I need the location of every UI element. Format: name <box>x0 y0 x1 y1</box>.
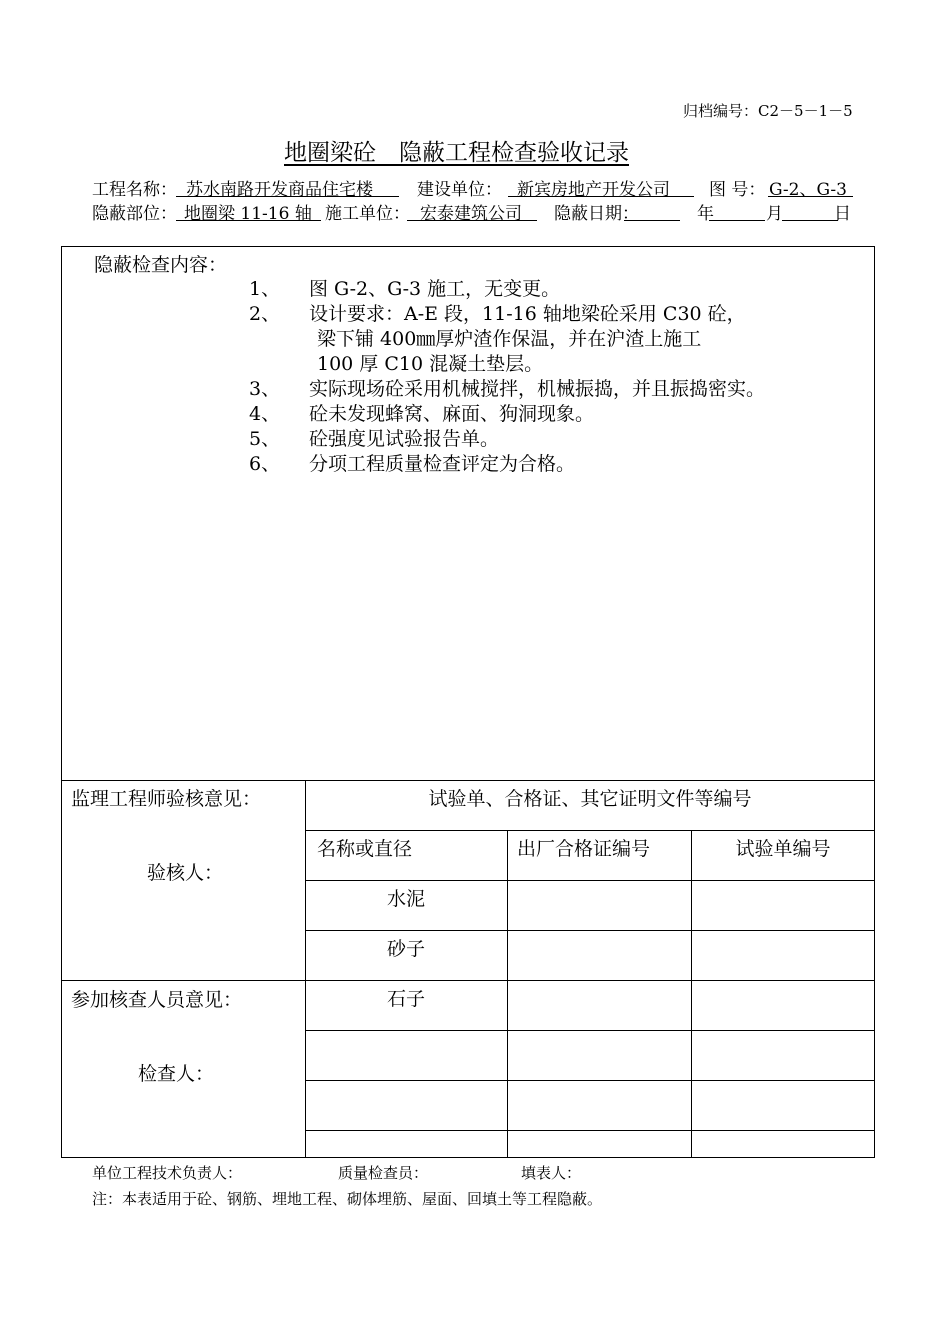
month-label: 月 <box>766 204 783 224</box>
item-text: 砼未发现蜂窝、麻面、狗洞现象。 <box>309 403 595 425</box>
day-label: 日 <box>834 204 851 224</box>
filler-label: 填表人： <box>521 1164 582 1182</box>
divider <box>507 830 508 1158</box>
project-label: 工程名称： <box>92 180 177 200</box>
contractor-underline <box>407 220 537 221</box>
supervisor-label: 监理工程师验核意见： <box>71 788 262 810</box>
divider <box>305 1130 875 1131</box>
owner-underline <box>508 196 694 197</box>
supervisor-signer: 验核人： <box>147 862 224 884</box>
divider <box>305 830 875 831</box>
divider <box>305 1080 875 1081</box>
divider <box>305 780 306 1158</box>
table-row-name: 水泥 <box>386 888 425 910</box>
year-underline <box>709 220 765 221</box>
page-title: 地圈梁砼 隐蔽工程检查验收记录 <box>284 140 629 166</box>
item-text: 砼强度见试验报告单。 <box>309 428 500 450</box>
divider <box>61 980 875 981</box>
column-header-cert: 出厂合格证编号 <box>517 838 651 860</box>
divider <box>305 880 875 881</box>
item-text: 梁下铺 400㎜厚炉渣作保温，并在沪渣上施工 <box>317 328 702 350</box>
divider <box>305 1030 875 1031</box>
project-value: 苏水南路开发商品住宅楼 <box>186 180 373 200</box>
owner-value: 新宾房地产开发公司 <box>517 180 670 200</box>
item-num: 1、 <box>249 278 281 300</box>
month-underline <box>782 220 838 221</box>
divider <box>305 930 875 931</box>
part-underline <box>176 220 321 221</box>
docs-table-title: 试验单、合格证、其它证明文件等编号 <box>428 788 752 810</box>
content-label: 隐蔽检查内容： <box>94 254 228 276</box>
date-underline <box>624 220 680 221</box>
item-text: 设计要求：A-E 段，11-16 轴地梁砼采用 C30 砼， <box>309 303 746 325</box>
year-label: 年 <box>697 204 714 224</box>
drawing-underline <box>768 196 853 197</box>
archive-number: 归档编号：C2－5－1－5 <box>683 102 853 120</box>
participants-label: 参加核查人员意见： <box>71 989 243 1011</box>
tech-lead-label: 单位工程技术负责人： <box>92 1164 243 1182</box>
item-text: 分项工程质量检查评定为合格。 <box>309 453 576 475</box>
table-row-name: 石子 <box>386 988 425 1010</box>
item-text: 图 G-2、G-3 施工，无变更。 <box>309 278 561 300</box>
item-num: 3、 <box>249 378 281 400</box>
owner-label: 建设单位： <box>417 180 502 200</box>
divider <box>61 780 875 781</box>
part-label: 隐蔽部位： <box>92 204 177 224</box>
item-text: 100 厚 C10 混凝土垫层。 <box>317 353 544 375</box>
column-header-test: 试验单编号 <box>735 838 831 860</box>
part-value: 地圈梁 11-16 轴 <box>184 204 312 224</box>
drawing-value: G-2、G-3 <box>769 180 847 200</box>
item-text: 实际现场砼采用机械搅拌，机械振捣，并且振捣密实。 <box>309 378 766 400</box>
date-label: 隐蔽日期： <box>554 204 639 224</box>
item-num: 5、 <box>249 428 281 450</box>
item-num: 4、 <box>249 403 281 425</box>
qc-label: 质量检查员： <box>338 1164 429 1182</box>
footnote: 注：本表适用于砼、钢筋、埋地工程、砌体埋筋、屋面、回填土等工程隐蔽。 <box>92 1190 603 1208</box>
participants-signer: 检查人： <box>138 1063 215 1085</box>
contractor-value: 宏泰建筑公司 <box>420 204 522 224</box>
item-num: 6、 <box>249 453 281 475</box>
table-row-name: 砂子 <box>386 938 425 960</box>
divider <box>691 830 692 1158</box>
column-header-name: 名称或直径 <box>317 838 413 860</box>
item-num: 2、 <box>249 303 281 325</box>
project-underline <box>176 196 399 197</box>
contractor-label: 施工单位： <box>325 204 410 224</box>
drawing-label: 图 号： <box>709 180 766 200</box>
